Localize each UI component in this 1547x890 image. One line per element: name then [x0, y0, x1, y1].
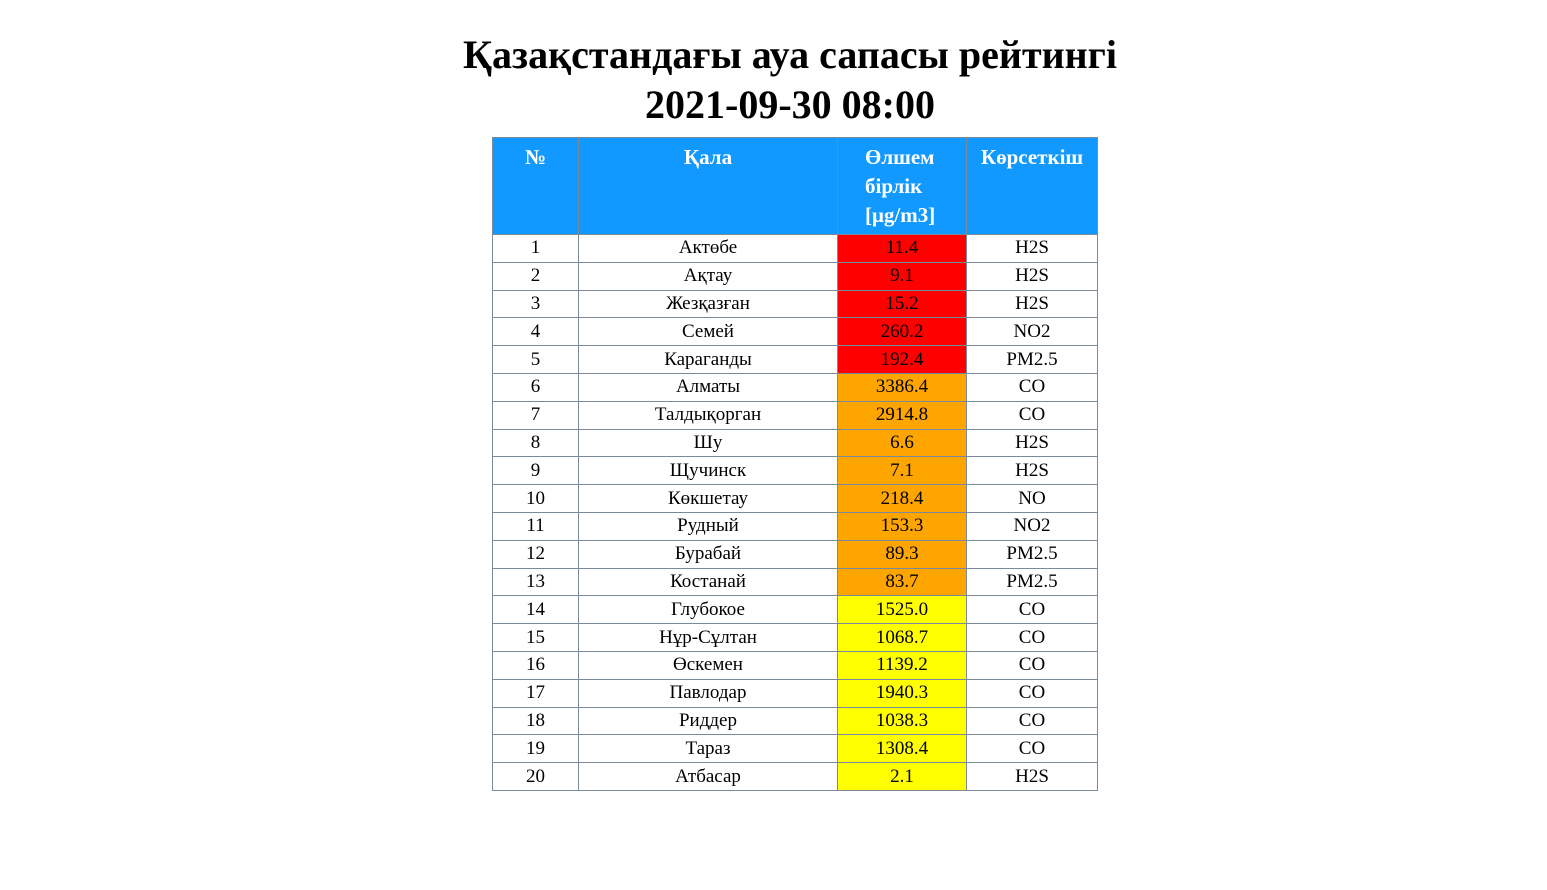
cell-value: 260.2 [838, 318, 967, 346]
table-row [493, 457, 1098, 485]
cell-number: 6 [493, 373, 579, 401]
cell-value: 9.1 [838, 262, 967, 290]
table-row [493, 596, 1098, 624]
cell-city: Риддер [579, 707, 838, 735]
table-body [493, 235, 1098, 791]
cell-value: 1940.3 [838, 679, 967, 707]
cell-indicator: CO [967, 679, 1098, 707]
table-row [493, 290, 1098, 318]
table-row [493, 679, 1098, 707]
cell-city: Актөбе [579, 235, 838, 263]
table-row [493, 401, 1098, 429]
table-row [493, 485, 1098, 513]
cell-indicator: CO [967, 651, 1098, 679]
cell-value: 2914.8 [838, 401, 967, 429]
title-block [0, 30, 1547, 130]
cell-value: 2.1 [838, 763, 967, 791]
cell-city: Талдықорган [579, 401, 838, 429]
cell-value: 7.1 [838, 457, 967, 485]
cell-value: 1139.2 [838, 651, 967, 679]
cell-value: 1038.3 [838, 707, 967, 735]
table-row [493, 262, 1098, 290]
table-row [493, 373, 1098, 401]
cell-value: 192.4 [838, 346, 967, 374]
cell-number: 1 [493, 235, 579, 263]
cell-city: Караганды [579, 346, 838, 374]
cell-value: 11.4 [838, 235, 967, 263]
cell-city: Павлодар [579, 679, 838, 707]
cell-indicator: CO [967, 735, 1098, 763]
cell-city: Жезқазған [579, 290, 838, 318]
cell-indicator: CO [967, 596, 1098, 624]
header-indicator: Көрсеткіш [967, 138, 1098, 235]
page-title: Қазақстандағы ауа сапасы рейтингі [463, 32, 1117, 77]
cell-value: 218.4 [838, 485, 967, 513]
table-row [493, 624, 1098, 652]
cell-indicator: CO [967, 624, 1098, 652]
cell-indicator: CO [967, 707, 1098, 735]
cell-number: 19 [493, 735, 579, 763]
cell-city: Костанай [579, 568, 838, 596]
table-row [493, 568, 1098, 596]
cell-city: Рудный [579, 512, 838, 540]
table-header-row [493, 138, 1098, 235]
cell-number: 17 [493, 679, 579, 707]
cell-indicator: H2S [967, 262, 1098, 290]
cell-indicator: PM2.5 [967, 568, 1098, 596]
cell-number: 7 [493, 401, 579, 429]
cell-number: 9 [493, 457, 579, 485]
cell-indicator: NO [967, 485, 1098, 513]
table-row [493, 512, 1098, 540]
header-unit: Өлшем бірлік [μg/m3] [838, 138, 967, 235]
cell-number: 18 [493, 707, 579, 735]
cell-indicator: H2S [967, 457, 1098, 485]
cell-number: 8 [493, 429, 579, 457]
cell-indicator: PM2.5 [967, 346, 1098, 374]
air-quality-table [492, 137, 1098, 791]
cell-indicator: H2S [967, 235, 1098, 263]
cell-value: 1308.4 [838, 735, 967, 763]
table-row [493, 318, 1098, 346]
table-row [493, 763, 1098, 791]
cell-value: 15.2 [838, 290, 967, 318]
cell-number: 16 [493, 651, 579, 679]
cell-value: 1068.7 [838, 624, 967, 652]
cell-value: 3386.4 [838, 373, 967, 401]
cell-value: 89.3 [838, 540, 967, 568]
table-row [493, 346, 1098, 374]
table-row [493, 735, 1098, 763]
cell-value: 1525.0 [838, 596, 967, 624]
cell-city: Ақтау [579, 262, 838, 290]
cell-number: 5 [493, 346, 579, 374]
cell-city: Семей [579, 318, 838, 346]
table-row [493, 429, 1098, 457]
cell-indicator: NO2 [967, 512, 1098, 540]
cell-indicator: H2S [967, 763, 1098, 791]
cell-number: 14 [493, 596, 579, 624]
cell-number: 15 [493, 624, 579, 652]
header-number: № [493, 138, 579, 235]
cell-value: 83.7 [838, 568, 967, 596]
cell-city: Шу [579, 429, 838, 457]
table-row [493, 651, 1098, 679]
cell-indicator: PM2.5 [967, 540, 1098, 568]
cell-indicator: CO [967, 373, 1098, 401]
header-city: Қала [579, 138, 838, 235]
cell-city: Өскемен [579, 651, 838, 679]
cell-city: Атбасар [579, 763, 838, 791]
cell-city: Глубокое [579, 596, 838, 624]
cell-city: Көкшетау [579, 485, 838, 513]
cell-city: Алматы [579, 373, 838, 401]
cell-value: 6.6 [838, 429, 967, 457]
cell-city: Бурабай [579, 540, 838, 568]
cell-number: 13 [493, 568, 579, 596]
cell-indicator: H2S [967, 290, 1098, 318]
cell-city: Тараз [579, 735, 838, 763]
cell-value: 153.3 [838, 512, 967, 540]
cell-city: Щучинск [579, 457, 838, 485]
cell-indicator: CO [967, 401, 1098, 429]
table-row [493, 235, 1098, 263]
cell-number: 4 [493, 318, 579, 346]
cell-indicator: H2S [967, 429, 1098, 457]
cell-city: Нұр-Сұлтан [579, 624, 838, 652]
cell-number: 12 [493, 540, 579, 568]
page-timestamp: 2021-09-30 08:00 [645, 82, 935, 127]
cell-number: 3 [493, 290, 579, 318]
cell-number: 10 [493, 485, 579, 513]
cell-number: 20 [493, 763, 579, 791]
table-row [493, 540, 1098, 568]
cell-number: 2 [493, 262, 579, 290]
cell-number: 11 [493, 512, 579, 540]
cell-indicator: NO2 [967, 318, 1098, 346]
table-row [493, 707, 1098, 735]
